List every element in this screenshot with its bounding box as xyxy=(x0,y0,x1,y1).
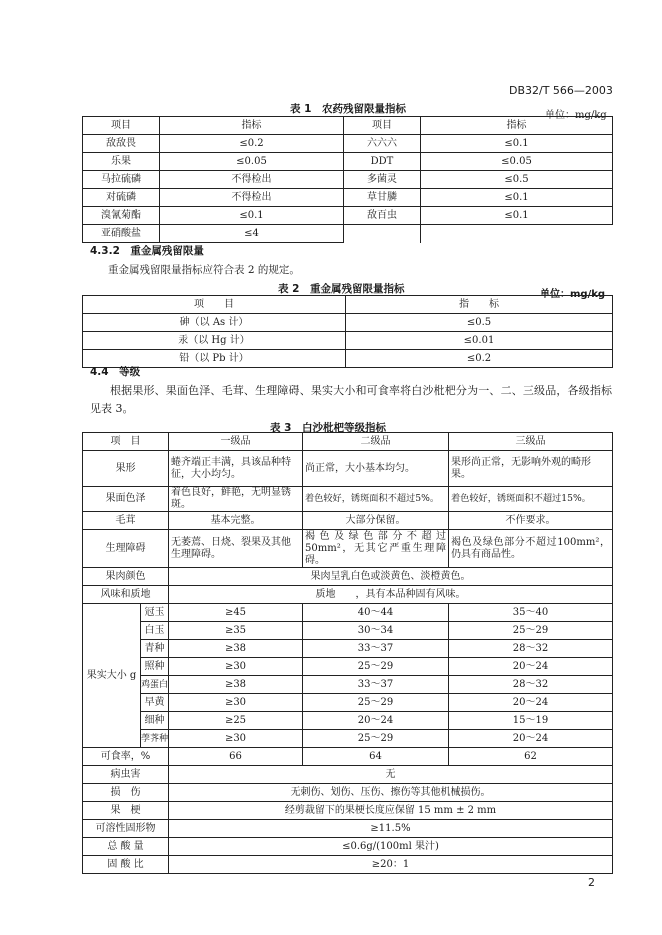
table1-cell: DDT xyxy=(344,153,421,171)
table1-cell: 对硫磷 xyxy=(83,189,160,207)
table-row xyxy=(83,820,613,838)
table3-row-label: 风味和质地 xyxy=(83,586,169,604)
table2-cell: 铅（以 Pb 计） xyxy=(83,350,346,368)
table3-cell: 20～24 xyxy=(449,694,613,712)
table1-cell: ≤0.1 xyxy=(421,135,613,153)
table3-cell: 30～34 xyxy=(303,622,449,640)
table1-cell: ≤0.05 xyxy=(160,153,344,171)
table3-cell: ≥38 xyxy=(169,640,303,658)
table-row xyxy=(83,784,613,802)
table1-empty-cell xyxy=(344,225,421,243)
table-row xyxy=(83,622,613,640)
table2-unit: 单位：mg/kg xyxy=(540,289,606,300)
table3-cell: ≤0.6g/(100ml 果汁) xyxy=(169,838,613,856)
table-row xyxy=(83,640,613,658)
table3-cell: 无萎蔫、日烧、裂果及其他生理障碍。 xyxy=(169,530,303,568)
table3-cell: 基本完整。 xyxy=(169,512,303,530)
table1-cell: 多菌灵 xyxy=(344,171,421,189)
table-row xyxy=(83,153,613,171)
table3-row-label: 固 酸 比 xyxy=(83,856,169,874)
table3-cell: 40～44 xyxy=(303,604,449,622)
section-432-text: 重金属残留限量指标应符合表 2 的规定。 xyxy=(108,264,300,276)
table1-unit: 单位：mg/kg xyxy=(545,110,607,121)
table-row xyxy=(83,658,613,676)
table3-cell: 着色良好，鲜艳，无明显锈斑。 xyxy=(169,487,303,512)
table3-cell: ≥35 xyxy=(169,622,303,640)
table-row xyxy=(83,207,613,225)
table1-cell: 不得检出 xyxy=(160,171,344,189)
table-row xyxy=(83,766,613,784)
table1-cell: 溴氰菊酯 xyxy=(83,207,160,225)
variety-name: 白玉 xyxy=(141,622,169,640)
table3-cell: ≥20：1 xyxy=(169,856,613,874)
table3-row-label: 毛茸 xyxy=(83,512,169,530)
table3-cell: 无 xyxy=(169,766,613,784)
table3-header: 二级品 xyxy=(303,433,449,451)
table1-title: 表 1 农药残留限量指标 xyxy=(290,103,406,115)
variety-name: 青种 xyxy=(141,640,169,658)
table2-cell: ≤0.01 xyxy=(346,332,613,350)
table3-row-label: 生理障碍 xyxy=(83,530,169,568)
table3-cell: 25～29 xyxy=(303,658,449,676)
table2-cell: ≤0.5 xyxy=(346,314,613,332)
section-432-heading: 4.3.2 重金属残留限量 xyxy=(90,245,204,257)
variety-name: 鸡蛋白 xyxy=(141,676,169,694)
table-row xyxy=(83,838,613,856)
table3-cell: ≥30 xyxy=(169,658,303,676)
table2 xyxy=(82,295,613,368)
table1-cell: ≤0.05 xyxy=(421,153,613,171)
table2-cell: 砷（以 As 计） xyxy=(83,314,346,332)
table-row xyxy=(83,676,613,694)
table-row xyxy=(83,189,613,207)
table3-row-label: 总 酸 量 xyxy=(83,838,169,856)
table3-cell: 25～29 xyxy=(303,730,449,748)
table2-cell: 汞（以 Hg 计） xyxy=(83,332,346,350)
table3-header: 三级品 xyxy=(449,433,613,451)
table3-cell: ≥30 xyxy=(169,730,303,748)
table-row xyxy=(83,694,613,712)
table1-cell: 敌敌畏 xyxy=(83,135,160,153)
table-row xyxy=(83,604,613,622)
table1-cell: ≤0.1 xyxy=(160,207,344,225)
table-row xyxy=(83,568,613,586)
table1-cell: 亚硝酸盐 xyxy=(83,225,160,243)
table3-cell: 大部分保留。 xyxy=(303,512,449,530)
table3-row-label: 可食率，% xyxy=(83,748,169,766)
table-row xyxy=(83,748,613,766)
table3-cell: ≥25 xyxy=(169,712,303,730)
table2-cell: ≤0.2 xyxy=(346,350,613,368)
table3-header: 项 目 xyxy=(83,433,169,451)
table3-cell: 果肉呈乳白色或淡黄色、淡橙黄色。 xyxy=(169,568,613,586)
table1-cell: 不得检出 xyxy=(160,189,344,207)
table-row xyxy=(83,451,613,487)
variety-name: 冠玉 xyxy=(141,604,169,622)
table1-cell: 六六六 xyxy=(344,135,421,153)
table3-cell: ≥30 xyxy=(169,694,303,712)
table3-cell: 果形尚正常，无影响外观的畸形果。 xyxy=(449,451,613,487)
table3-cell: 褐色及绿色部分不超过100mm²，仍具有商品性。 xyxy=(449,530,613,568)
table3-cell: ≥38 xyxy=(169,676,303,694)
doc-code: DB32/T 566—2003 xyxy=(509,84,613,97)
table3-row-label: 果面色泽 xyxy=(83,487,169,512)
table3-size-label: 果实大小 g xyxy=(83,604,141,748)
table2-header: 项 目 xyxy=(83,296,346,314)
table3-cell: 35～40 xyxy=(449,604,613,622)
table1-header: 指标 xyxy=(160,117,344,135)
table3-row-label: 可溶性固形物 xyxy=(83,820,169,838)
table1-cell: 乐果 xyxy=(83,153,160,171)
table-row xyxy=(83,350,613,368)
table1-header: 项目 xyxy=(83,117,160,135)
table3-cell: 着色较好，锈斑面积不超过15%。 xyxy=(449,487,613,512)
table1-cell: 草甘膦 xyxy=(344,189,421,207)
table1-header: 项目 xyxy=(344,117,421,135)
table-row xyxy=(83,135,613,153)
table3-cell: ≥11.5% xyxy=(169,820,613,838)
table3-cell: 66 xyxy=(169,748,303,766)
table3-title: 表 3 白沙枇杷等级指标 xyxy=(270,422,386,434)
table3-cell: 20～24 xyxy=(303,712,449,730)
table1-cell: 马拉硫磷 xyxy=(83,171,160,189)
table1-cell: ≤0.1 xyxy=(421,207,613,225)
table3-row-label: 病虫害 xyxy=(83,766,169,784)
table3-cell: 着色较好，锈斑面积不超过5%。 xyxy=(303,487,449,512)
table1-cell: ≤0.1 xyxy=(421,189,613,207)
table3-cell: 64 xyxy=(303,748,449,766)
table3-cell: 褐色及绿色部分不超过50mm²，无其它严重生理障碍。 xyxy=(303,530,449,568)
table3-cell: 62 xyxy=(449,748,613,766)
table3-cell: 33～37 xyxy=(303,640,449,658)
table-row xyxy=(83,530,613,568)
table1-empty-cell xyxy=(421,225,613,243)
table3-row-label: 果肉颜色 xyxy=(83,568,169,586)
table3-cell: 25～29 xyxy=(449,622,613,640)
table2-header: 指 标 xyxy=(346,296,613,314)
table3-row-label: 果形 xyxy=(83,451,169,487)
section-44-heading: 4.4 等级 xyxy=(90,366,141,378)
table-row xyxy=(83,332,613,350)
table-row xyxy=(83,225,613,243)
table2-title: 表 2 重金属残留限量指标 xyxy=(278,283,405,295)
table3-cell: 尚正常，大小基本均匀。 xyxy=(303,451,449,487)
table3-cell: 25～29 xyxy=(303,694,449,712)
table3-cell: 28～32 xyxy=(449,676,613,694)
table3-cell: 经剪裁留下的果梗长度应保留 15 mm ± 2 mm xyxy=(169,802,613,820)
table1 xyxy=(82,116,613,243)
table3-cell: 20～24 xyxy=(449,658,613,676)
variety-name: 照种 xyxy=(141,658,169,676)
table-row xyxy=(83,512,613,530)
table1-header: 指标 xyxy=(421,117,613,135)
table3-cell: 无刺伤、划伤、压伤、擦伤等其他机械损伤。 xyxy=(169,784,613,802)
table1-cell: ≤0.2 xyxy=(160,135,344,153)
section-44-text: 根据果形、果面色泽、毛茸、生理障碍、果实大小和可食率将白沙枇杷分为一、二、三级品，各级指标见表 3。 xyxy=(90,384,612,415)
table-row xyxy=(83,712,613,730)
table3-row-label: 损 伤 xyxy=(83,784,169,802)
table1-cell: ≤4 xyxy=(160,225,344,243)
table-row xyxy=(83,730,613,748)
table3-cell: 28～32 xyxy=(449,640,613,658)
table-row xyxy=(83,487,613,512)
variety-name: 早黄 xyxy=(141,694,169,712)
table3-cell: 质地 ，具有本品种固有风味。 xyxy=(169,586,613,604)
table1-cell: ≤0.5 xyxy=(421,171,613,189)
table-row xyxy=(83,856,613,874)
table3-cell: 20～24 xyxy=(449,730,613,748)
table3-cell: 15～19 xyxy=(449,712,613,730)
table-row xyxy=(83,586,613,604)
variety-name: 细种 xyxy=(141,712,169,730)
table3-header: 一级品 xyxy=(169,433,303,451)
table3-cell: 33～37 xyxy=(303,676,449,694)
variety-name: 荸荠种 xyxy=(141,730,169,748)
table1-cell: 敌百虫 xyxy=(344,207,421,225)
table3-cell: 蜷齐端正丰满，具该品种特征，大小均匀。 xyxy=(169,451,303,487)
table3-cell: ≥45 xyxy=(169,604,303,622)
table3-row-label: 果 梗 xyxy=(83,802,169,820)
table-row xyxy=(83,171,613,189)
page-number: 2 xyxy=(588,876,595,889)
table-row xyxy=(83,314,613,332)
table3-cell: 不作要求。 xyxy=(449,512,613,530)
table3 xyxy=(82,432,613,874)
table-row xyxy=(83,802,613,820)
